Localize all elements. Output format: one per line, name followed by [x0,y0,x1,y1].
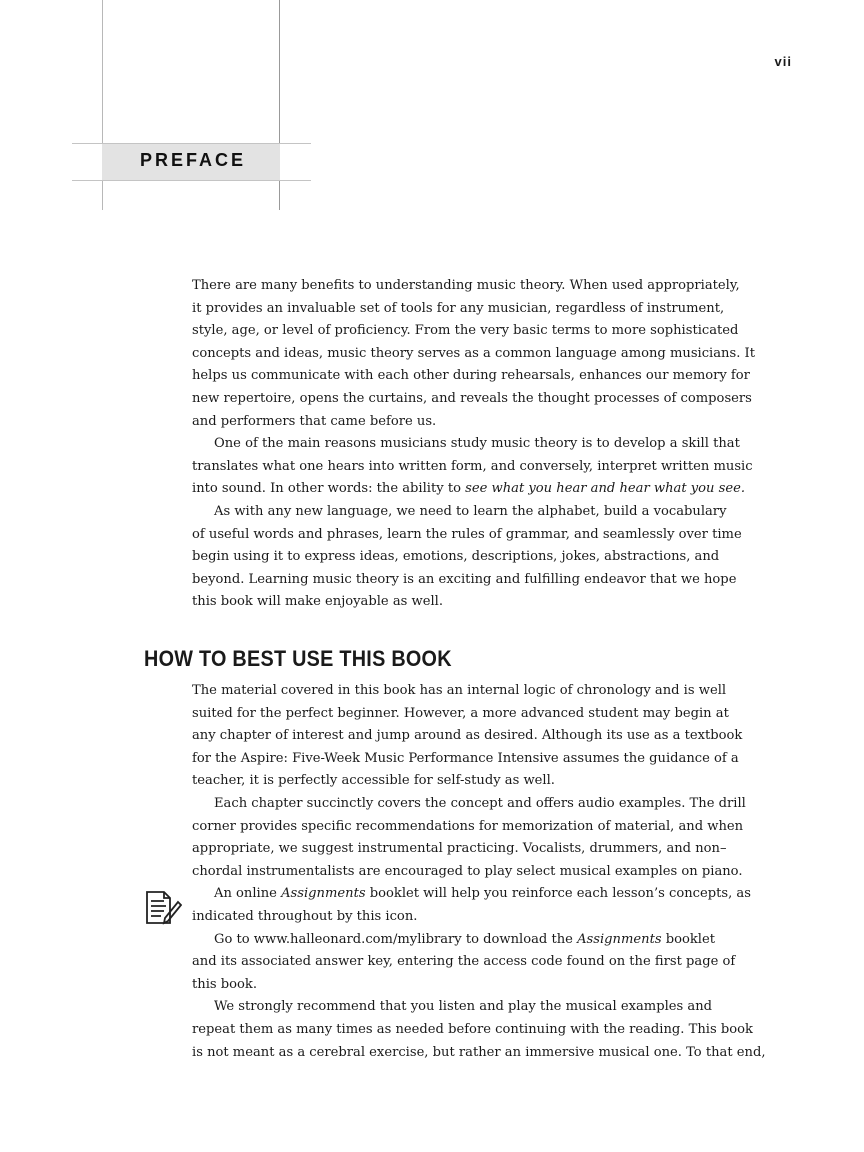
text-line [192,996,713,1019]
text-span: and its associated answer key, entering the access code found on the first page of [192,954,736,970]
text-line [192,929,716,952]
text-span: beyond. Learning music theory is an exciting and fulfilling endeavor that we hope [192,571,737,587]
text-line [192,343,755,366]
text-span: concepts and ideas, music theory serves as a common language among musicians. It [192,345,755,361]
text-line [192,524,742,547]
text-span: style, age, or level of proficiency. From the very basic terms to more sophisticated [192,323,739,339]
assignment-pencil-icon [144,890,182,930]
text-line [192,861,743,884]
text-span: into sound. In other words: the ability to [192,481,466,497]
text-span: booklet will help you reinforce each lesson’s concepts, as [365,886,751,902]
text-line [192,725,743,748]
text-line [192,456,753,479]
text-line [192,793,746,816]
text-span: booklet [661,931,716,947]
text-line [192,411,696,434]
italic-text: Assignments [281,886,366,902]
text-span: teacher, it is perfectly accessible for self-study as well. [192,773,555,789]
text-span: chordal instrumentalists are encouraged to play select musical examples on piano. [192,863,743,879]
text-span: An online [214,886,282,902]
text-line [192,748,739,771]
text-line [192,680,727,703]
text-line [192,501,727,524]
frame-line [72,143,311,144]
page-number: vii [774,54,792,69]
text-line [192,770,696,793]
text-line [192,433,740,456]
text-line [192,703,729,726]
text-span: As with any new language, we need to learn the alphabet, build a vocabulary [214,503,727,519]
text-line [192,883,751,906]
text-span: it provides an invaluable set of tools for any musician, regardless of instrument, [192,300,725,316]
text-line [192,320,739,343]
text-span: There are many benefits to understanding music theory. When used appropriately, [192,278,740,293]
text-line [192,298,725,321]
section-text [192,680,766,1064]
text-line [192,478,745,501]
text-span: suited for the perfect beginner. However, a more advanced student may begin at [192,705,729,721]
text-span: We strongly recommend that you listen and play the musical examples and [214,999,713,1015]
text-span: One of the main reasons musicians study music theory is to develop a skill that [214,436,740,452]
intro-text [192,275,755,614]
text-span: indicated throughout by this icon. [192,908,418,924]
text-line [192,365,750,388]
text-span: Go to www.halleonard.com/mylibrary to download the [214,931,578,947]
italic-text: Assignments [577,931,662,947]
text-line [192,546,720,569]
text-span: translates what one hears into written form, and conversely, interpret written music [192,458,753,474]
chapter-title: PREFACE [140,150,247,170]
italic-text: see what you hear and hear what you see. [465,481,745,497]
text-span: and performers that came before us. [192,413,437,429]
text-span: repeat them as many times as needed before continuing with the reading. This book [192,1021,753,1037]
text-line [192,275,740,298]
text-line [192,974,696,997]
text-span: any chapter of interest and jump around as desired. Although its use as a textbook [192,728,743,744]
text-span: begin using it to express ideas, emotions, descriptions, jokes, abstractions, and [192,549,720,565]
text-span: corner provides specific recommendations for memorization of material, and when [192,818,744,834]
text-line [192,591,696,614]
text-line [192,838,727,861]
text-line [192,816,744,839]
text-span: for the Aspire: Five-Week Music Performance Intensive assumes the guidance of a [192,750,739,766]
text-line [192,951,736,974]
text-line [192,906,696,929]
frame-line [72,180,311,181]
text-span: The material covered in this book has an internal logic of chronology and is well [192,683,727,698]
text-line [192,388,752,411]
text-line [192,1019,753,1042]
text-span: this book. [192,976,258,992]
text-span: new repertoire, opens the curtains, and reveals the thought processes of composers [192,390,752,406]
section-heading: HOW TO BEST USE THIS BOOK [144,646,452,671]
text-span: this book will make enjoyable as well. [192,594,443,610]
text-span: is not meant as a cerebral exercise, but rather an immersive musical one. To that end, [192,1044,766,1060]
text-span: Each chapter succinctly covers the concept and offers audio examples. The drill [214,795,746,811]
text-span: helps us communicate with each other during rehearsals, enhances our memory for [192,368,750,384]
text-line [192,569,737,592]
text-line [192,1042,766,1065]
text-span: of useful words and phrases, learn the rules of grammar, and seamlessly over time [192,526,742,542]
text-span: appropriate, we suggest instrumental practicing. Vocalists, drummers, and non– [192,841,727,857]
